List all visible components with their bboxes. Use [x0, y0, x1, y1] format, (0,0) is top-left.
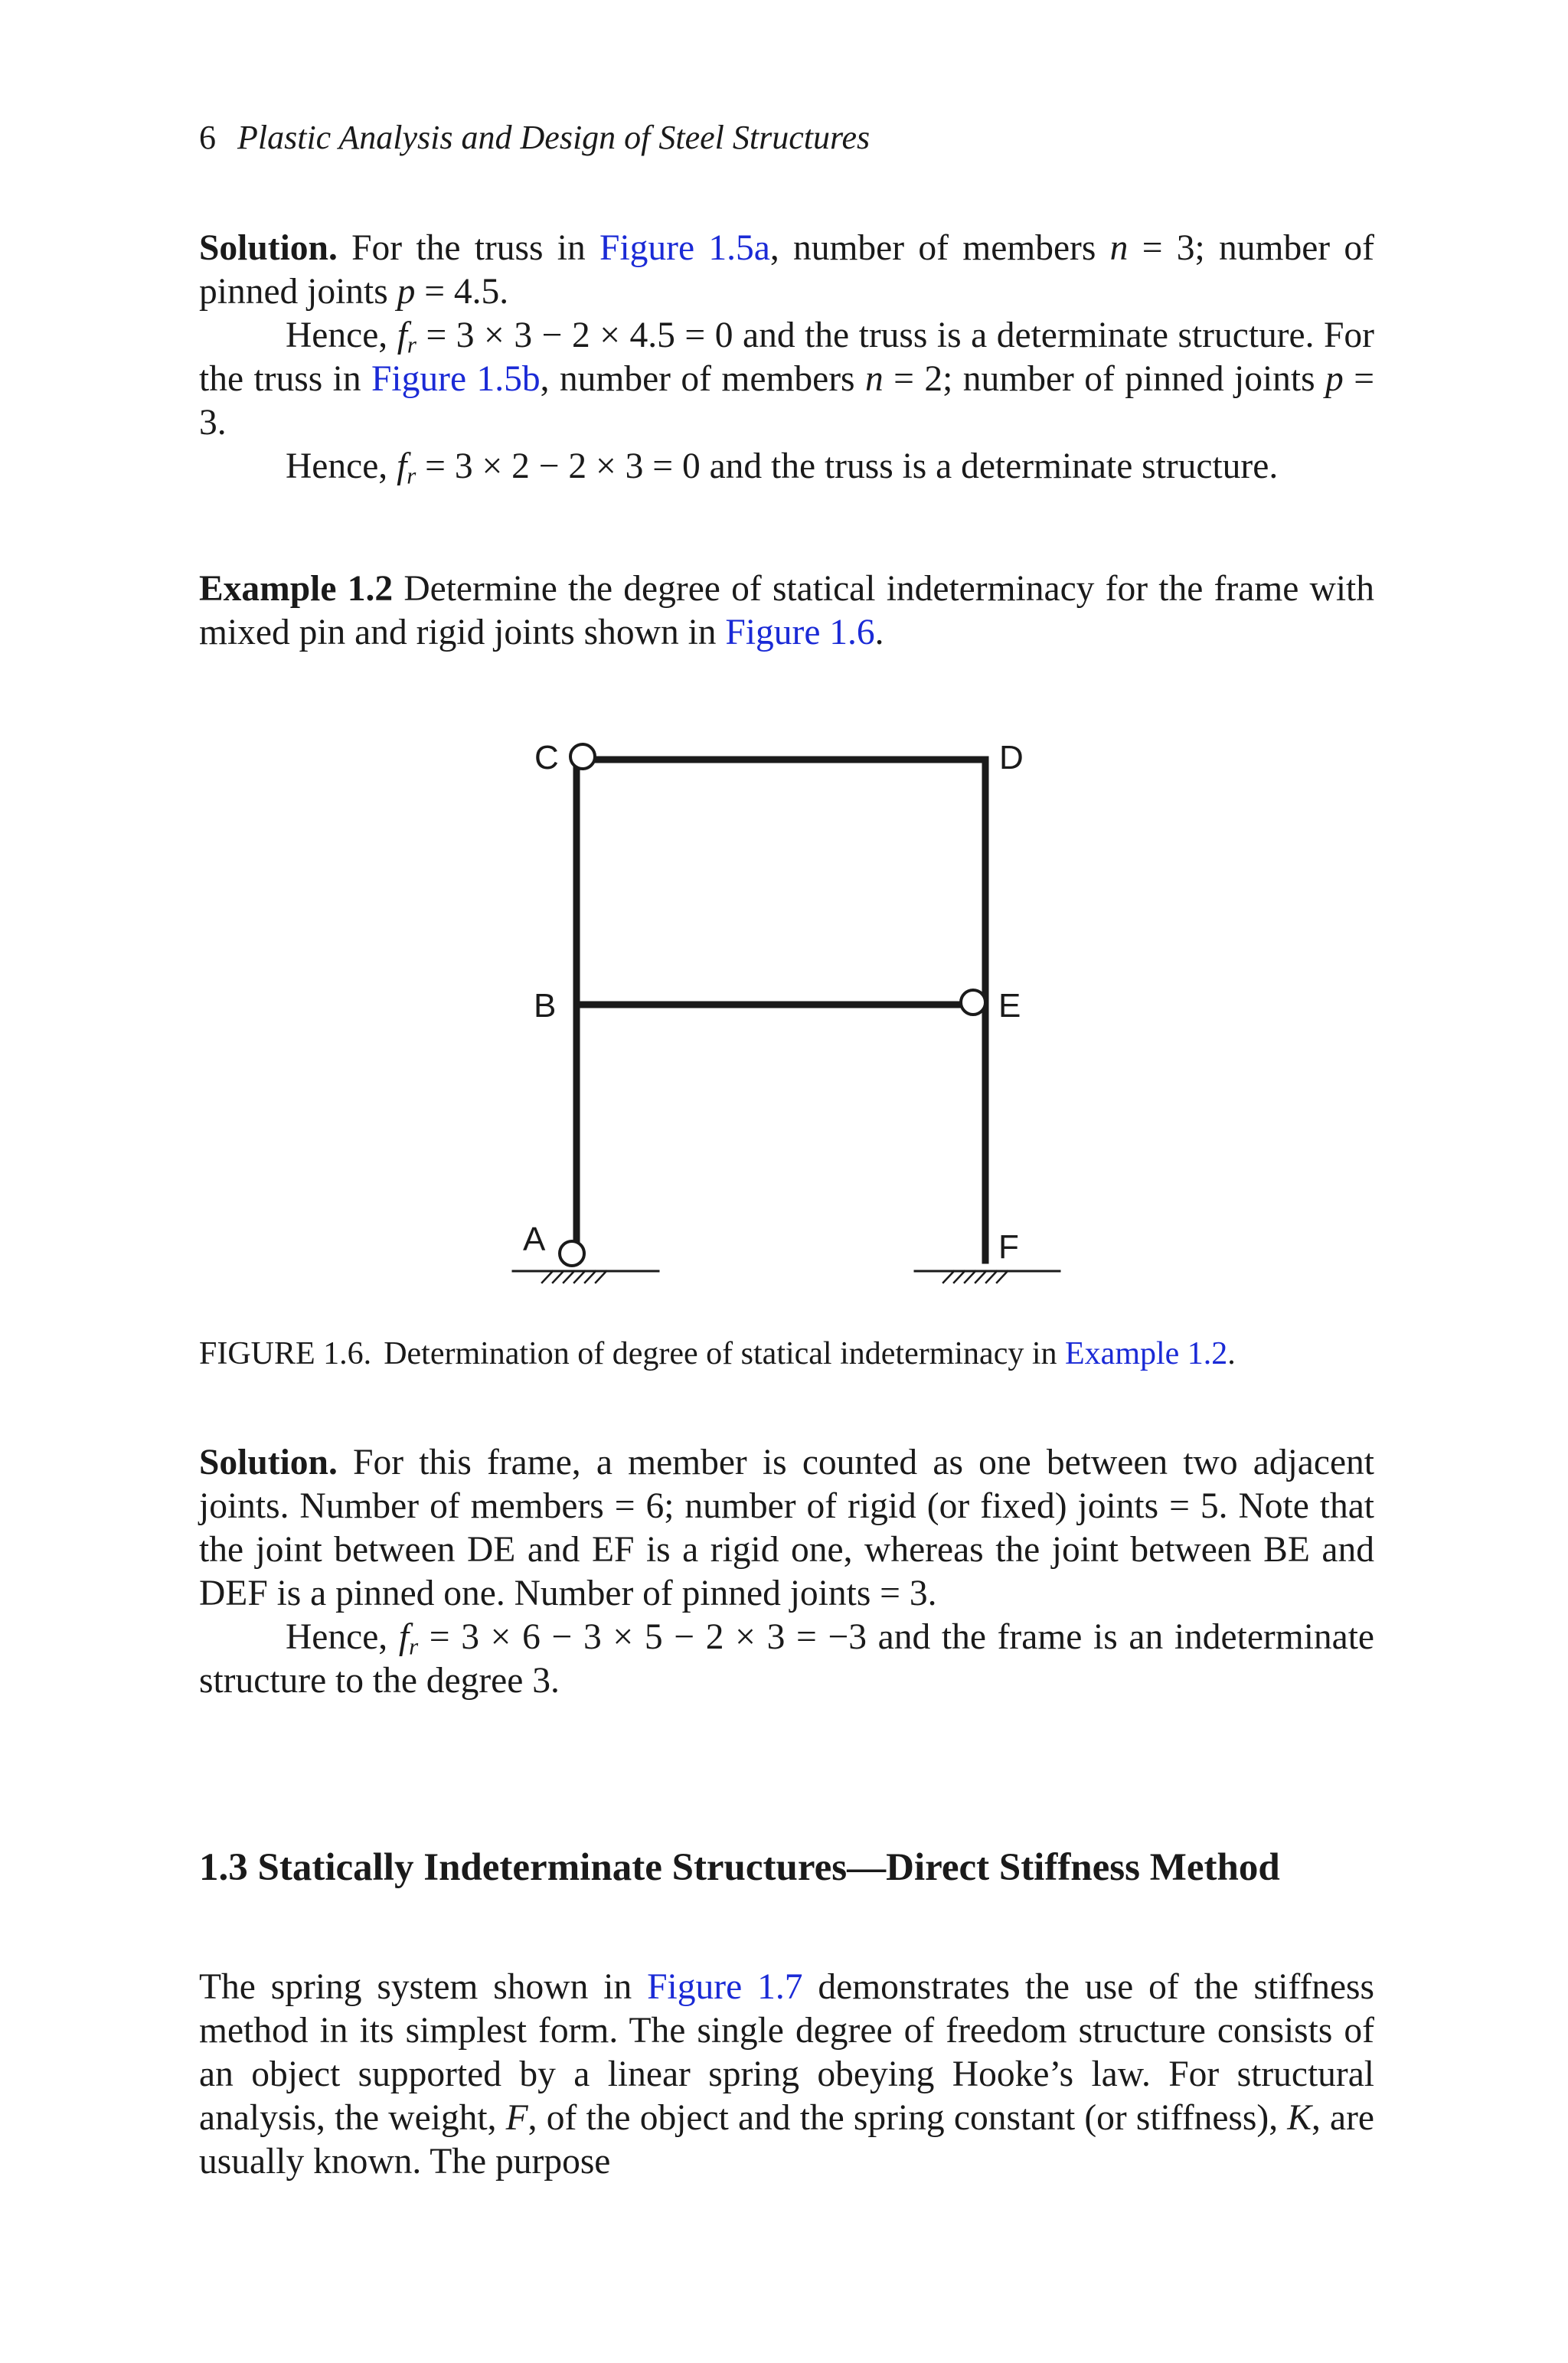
var-f: f [397, 446, 407, 486]
var-p: p [1325, 359, 1344, 399]
section-title: 1.3 Statically Indeterminate Structures—Direct Stiffness Method [199, 1846, 1280, 1889]
solution-2-para [199, 1441, 1374, 1616]
text-run: Determine the degree of statical indeterminacy for the frame with mixed pin and rigid joints shown in [199, 569, 1374, 652]
var-f: f [397, 315, 407, 355]
caption-label: FIGURE 1.6. [199, 1336, 372, 1371]
text-run: For the truss in [351, 228, 586, 268]
text-run: The spring system shown in [199, 1967, 632, 2007]
var-n: n [864, 359, 884, 399]
label-E: E [998, 987, 1021, 1025]
label-B: B [534, 987, 557, 1025]
text-run: = 3. [199, 359, 1375, 443]
sub-r: r [409, 1633, 419, 1660]
text-run: Hence, [286, 446, 388, 486]
section-heading [199, 1844, 1374, 1891]
label-C: C [534, 739, 559, 776]
var-f: f [398, 1617, 410, 1657]
solution-lead: Solution. [199, 1443, 338, 1482]
text-run: Hence, [286, 1617, 388, 1657]
text-run: = 4.5. [424, 272, 509, 312]
var-K: K [1287, 2098, 1312, 2138]
figure-caption [199, 1332, 1374, 1375]
running-title: Plastic Analysis and Design of Steel Structures [237, 119, 871, 156]
solution-lead: Solution. [199, 228, 338, 268]
text-run: , number of members [540, 359, 855, 399]
figure-1-7-link[interactable]: Figure 1.7 [647, 1967, 803, 2007]
sub-r: r [407, 331, 416, 358]
ground-hatch-F [943, 1271, 1008, 1283]
text-run: , of the object and the spring constant (or stiffness), [528, 2098, 1279, 2138]
equation-run: = 3 × 2 − 2 × 3 = 0 and the truss is a determinate structure. [425, 446, 1279, 486]
text-run: = 2; number of pinned joints [893, 359, 1315, 399]
example-1-2-link[interactable]: Example 1.2 [1065, 1336, 1228, 1371]
text-run: Hence, [286, 315, 388, 355]
label-F: F [998, 1228, 1019, 1266]
sub-r: r [407, 462, 416, 489]
pin-C [570, 744, 595, 769]
label-D: D [999, 739, 1024, 776]
hence-para-3 [199, 1616, 1374, 1703]
var-n: n [1109, 228, 1129, 268]
text-run: demonstrates the use of the stiffness method in its simplest form. The single degree of freedom structure consists of an object supported by a linear spring obeying Hooke’s law. For structural analysis, the weight, [199, 1967, 1375, 2138]
equation-run: = 3 × 3 − 2 × 4.5 = 0 and the truss is a determinate structure. For the truss in [199, 315, 1375, 399]
figure-1-5a-link[interactable]: Figure 1.5a [599, 228, 770, 268]
section-paragraph [199, 1966, 1374, 2184]
figure-1-6-link[interactable]: Figure 1.6 [725, 613, 875, 652]
section-para [199, 1966, 1374, 2184]
text-run: = 3; number of pinned joints [199, 228, 1374, 312]
pin-A [560, 1241, 584, 1266]
page-number: 6 [199, 119, 216, 156]
solution-2 [199, 1441, 1374, 1703]
example-lead: Example 1.2 [199, 569, 394, 609]
var-p: p [397, 272, 416, 312]
caption-end: . [1227, 1336, 1236, 1371]
caption-text: Determination of degree of statical indeterminacy in [384, 1336, 1057, 1371]
equation-run: = 3 × 6 − 3 × 5 − 2 × 3 = −3 and the frame is an indeterminate structure to the degree 3. [199, 1617, 1374, 1701]
text-run: For this frame, a member is counted as one between two adjacent joints. Number of members = 6; number of rigid (or fixed) joints = 5. Note that the joint between DE and EF is a rigid one, whereas the joint between BE and DEF is a pinned one. Number of pinned joints = 3. [199, 1443, 1375, 1613]
ground-hatch-A [542, 1271, 606, 1283]
text-run: . [874, 613, 884, 652]
pin-E [961, 990, 985, 1015]
label-A: A [523, 1221, 546, 1258]
text-run: , number of members [769, 228, 1096, 268]
text-run: , are usually known. The purpose [199, 2098, 1374, 2182]
var-F: F [505, 2098, 528, 2138]
figure-1-5b-link[interactable]: Figure 1.5b [371, 359, 541, 399]
